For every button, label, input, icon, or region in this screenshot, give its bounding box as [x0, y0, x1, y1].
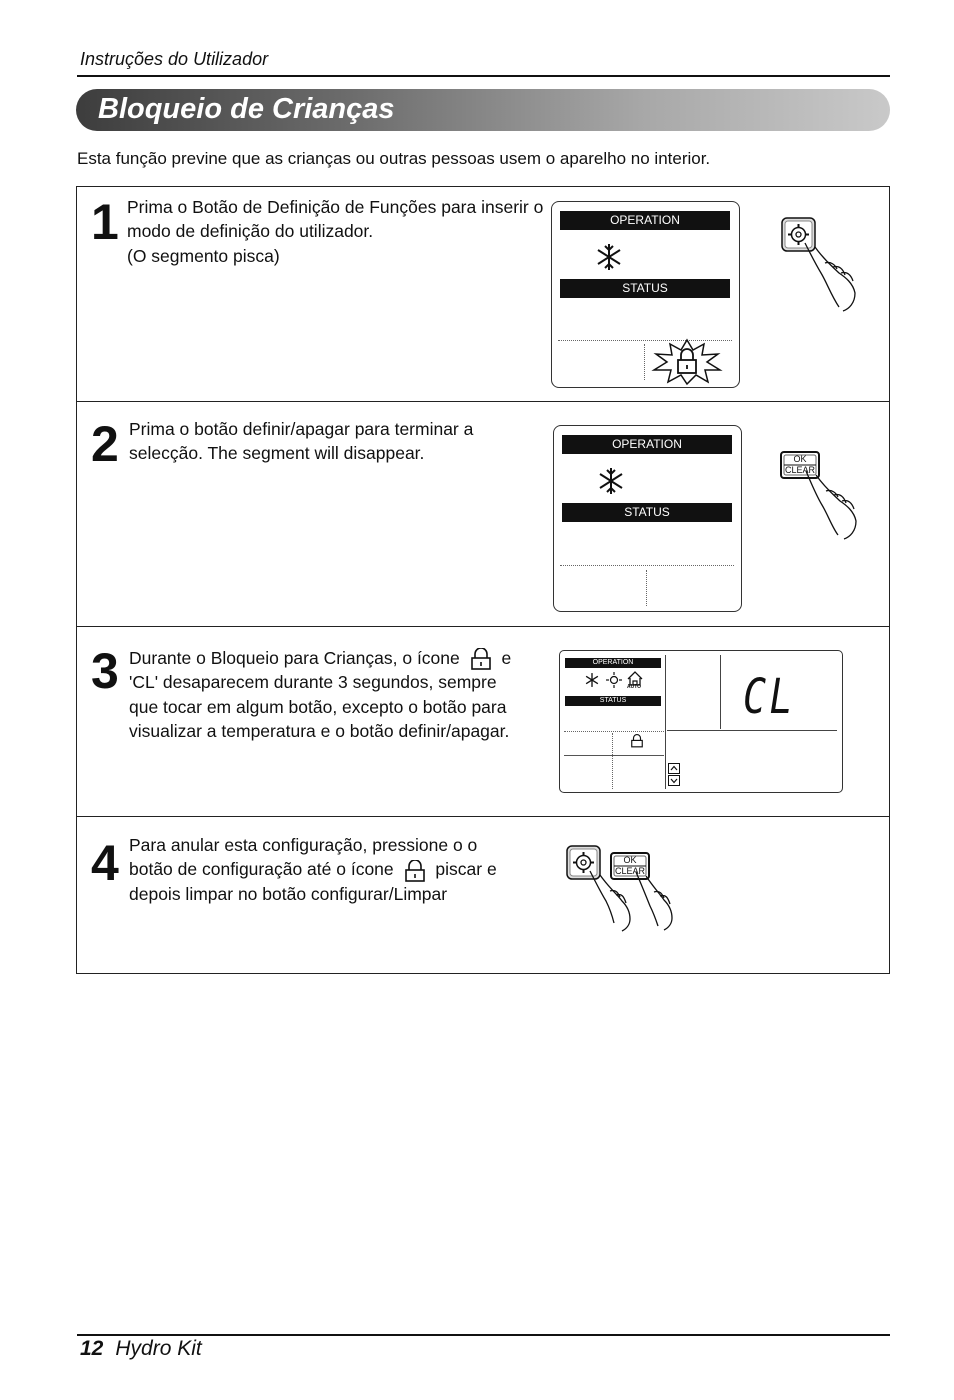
lock-icon — [630, 734, 644, 748]
footer-rule — [77, 1334, 890, 1336]
operation-label: OPERATION — [562, 435, 732, 454]
step-text-part: Durante o Bloqueio para Crianças, o ícone — [129, 648, 460, 668]
sun-icon — [606, 672, 622, 688]
gear-icon — [781, 217, 871, 317]
status-label: STATUS — [562, 503, 732, 522]
lock-icon — [403, 860, 427, 882]
lcd-display-full — [559, 650, 843, 793]
status-label: STATUS — [565, 696, 661, 706]
step-number: 1 — [91, 194, 119, 250]
status-label: STATUS — [560, 279, 730, 298]
error-code-display: CL — [743, 669, 796, 725]
step-1 — [77, 187, 889, 402]
divider — [644, 344, 645, 380]
step-text-part: piscar e — [435, 859, 497, 880]
step-line: 'CL' desaparecem durante 3 segundos, sempre — [129, 672, 497, 693]
step-4 — [77, 816, 889, 973]
step-text — [129, 417, 473, 466]
snowflake-icon — [584, 672, 600, 688]
operation-label: OPERATION — [560, 211, 730, 230]
divider — [564, 755, 664, 756]
divider — [560, 565, 734, 566]
lcd-display — [551, 201, 740, 388]
step-line: modo de definição do utilizador. — [127, 221, 374, 242]
step-line: visualizar a temperatura e o botão definir/apagar. — [129, 720, 510, 741]
function-set-button[interactable] — [781, 217, 817, 253]
page-title: Bloqueio de Crianças — [98, 93, 395, 125]
step-line: que tocar em algum botão, excepto o botão para — [129, 696, 507, 717]
lcd-display — [553, 425, 742, 612]
steps-table — [76, 186, 890, 974]
hand-pointer-icon — [805, 243, 855, 311]
hand-pointer-icon — [636, 872, 672, 930]
clear-label: CLEAR — [614, 866, 645, 876]
header-rule — [77, 75, 890, 77]
step-line — [129, 646, 511, 670]
arrow-down-icon — [669, 776, 680, 786]
step-text-part: botão de configuração até o ícone — [129, 859, 394, 880]
step-line: Prima o Botão de Definição de Funções para inserir o — [127, 197, 544, 217]
ok-label: OK — [793, 454, 807, 464]
divider — [667, 730, 837, 731]
step-line: Para anular esta configuração, pressione o o — [129, 835, 478, 855]
divider — [720, 655, 721, 729]
page-footer — [80, 1337, 202, 1361]
step-number: 2 — [91, 416, 119, 472]
divider — [665, 655, 666, 789]
step-line: Prima o botão definir/apagar para terminar a — [129, 419, 474, 439]
step-line: (O segmento pisca) — [127, 245, 280, 266]
arrow-up-icon — [669, 764, 680, 774]
step-text-part: e — [501, 648, 512, 668]
divider — [646, 570, 647, 606]
divider — [564, 731, 664, 732]
step-text — [129, 646, 511, 743]
ok-clear-button[interactable] — [780, 451, 870, 556]
product-name: Hydro Kit — [115, 1337, 202, 1360]
ok-clear-button[interactable] — [610, 852, 700, 957]
step-line: depois limpar no botão configurar/Limpar — [129, 883, 448, 904]
page-number: 12 — [80, 1337, 104, 1360]
step-2 — [77, 401, 889, 627]
title-bar — [76, 89, 890, 131]
section-header: Instruções do Utilizador — [80, 49, 269, 69]
step-3 — [77, 626, 889, 817]
step-line: selecção. The segment will disappear. — [129, 443, 425, 464]
lock-icon — [469, 648, 493, 670]
step-text — [129, 833, 497, 906]
clear-label: CLEAR — [784, 465, 815, 475]
hand-pointer-icon — [806, 471, 856, 539]
step-text — [127, 195, 543, 268]
ok-label: OK — [623, 855, 637, 865]
auto-label: AUTO — [627, 684, 642, 690]
arrow-buttons — [668, 763, 680, 787]
operation-label: OPERATION — [565, 658, 661, 668]
step-line — [129, 857, 497, 881]
intro-text: Esta função previne que as crianças ou outras pessoas usem o aparelho no interior. — [77, 149, 711, 168]
step-number: 4 — [91, 835, 119, 891]
divider — [612, 733, 613, 789]
step-number: 3 — [91, 643, 119, 699]
snowflake-icon — [596, 466, 626, 496]
snowflake-icon — [594, 242, 624, 272]
lock-icon — [650, 338, 724, 386]
